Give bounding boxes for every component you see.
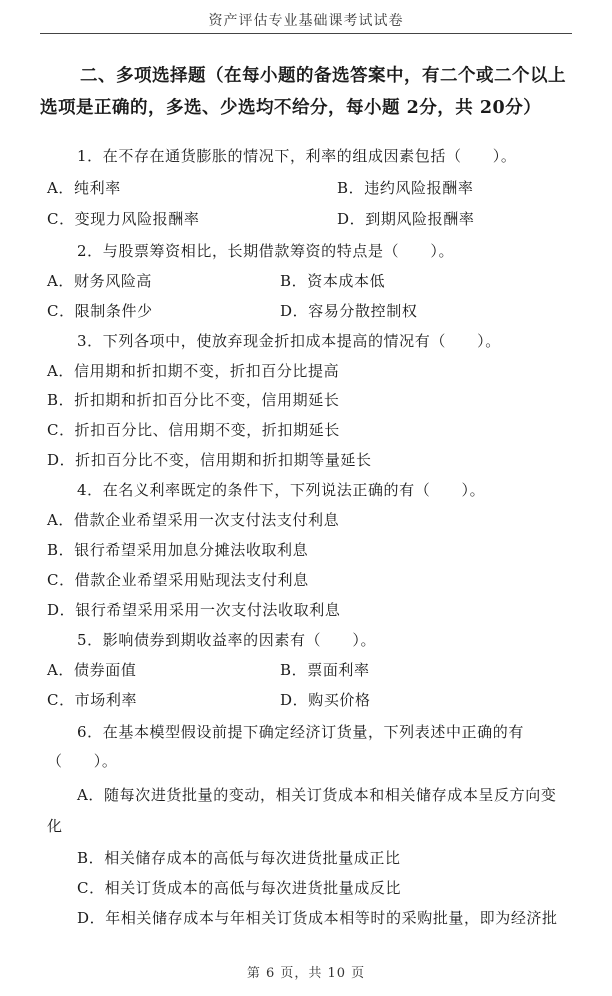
question-4-option-b: B．银行希望采用加息分摊法收取利息 [47,541,309,559]
section-heading: 二、多项选择题（在每小题的备选答案中，有二个或二个以上选项是正确的，多选、少选均不给分，每小题 2分，共 20分） [40,66,566,118]
question-3-option-d: D．折扣百分比不变，信用期和折扣期等量延长 [47,451,372,469]
question-1-stem: 1．在不存在通货膨胀的情况下，利率的组成因素包括（ ）。 [77,147,517,165]
question-6-option-a-line-1: A．随每次进货批量的变动，相关订货成本和相关储存成本呈反方向变 [77,786,557,804]
question-6-stem-line-1: 6．在基本模型假设前提下确定经济订货量，下列表述中正确的有 [77,723,524,741]
question-5-option-b: B．票面利率 [280,661,370,679]
question-2-stem: 2．与股票筹资相比，长期借款筹资的特点是（ ）。 [77,242,455,260]
question-6-option-a-line-2: 化 [47,817,63,835]
question-5-option-c: C．市场利率 [47,691,138,709]
question-4-option-c: C．借款企业希望采用贴现法支付利息 [47,571,309,589]
question-5-option-d: D．购买价格 [280,691,371,709]
question-2-option-b: B．资本成本低 [280,272,386,290]
header-divider [40,33,572,34]
page-header: 资产评估专业基础课考试试卷 [208,13,404,29]
question-5-stem: 5．影响债券到期收益率的因素有（ ）。 [77,631,377,649]
question-1-option-b: B．违约风险报酬率 [337,179,474,197]
question-6-option-d: D．年相关储存成本与年相关订货成本相等时的采购批量，即为经济批 [77,909,558,927]
page-footer: 第 6 页，共 10 页 [246,966,366,981]
question-6-option-c: C．相关订货成本的高低与每次进货批量成反比 [77,879,402,897]
question-6-stem-line-2: （ ）。 [47,752,118,770]
question-4-stem: 4．在名义利率既定的条件下，下列说法正确的有（ ）。 [77,481,486,499]
question-1-option-d: D．到期风险报酬率 [337,210,475,228]
question-3-option-a: A．信用期和折扣期不变，折扣百分比提高 [47,362,340,380]
question-2-option-a: A．财务风险高 [47,272,153,290]
question-2-option-c: C．限制条件少 [47,302,153,320]
question-4-option-a: A．借款企业希望采用一次支付法支付利息 [47,511,340,529]
question-1-option-c: C．变现力风险报酬率 [47,210,200,228]
question-6-option-b: B．相关储存成本的高低与每次进货批量成正比 [77,849,401,867]
question-2-option-d: D．容易分散控制权 [280,302,418,320]
question-4-option-d: D．银行希望采用采用一次支付法收取利息 [47,601,341,619]
question-5-option-a: A．债券面值 [47,661,137,679]
question-1-option-a: A．纯利率 [47,179,121,197]
question-3-option-b: B．折扣期和折扣百分比不变，信用期延长 [47,391,340,409]
question-3-stem: 3．下列各项中，使放弃现金折扣成本提高的情况有（ ）。 [77,332,501,350]
question-3-option-c: C．折扣百分比、信用期不变，折扣期延长 [47,421,340,439]
